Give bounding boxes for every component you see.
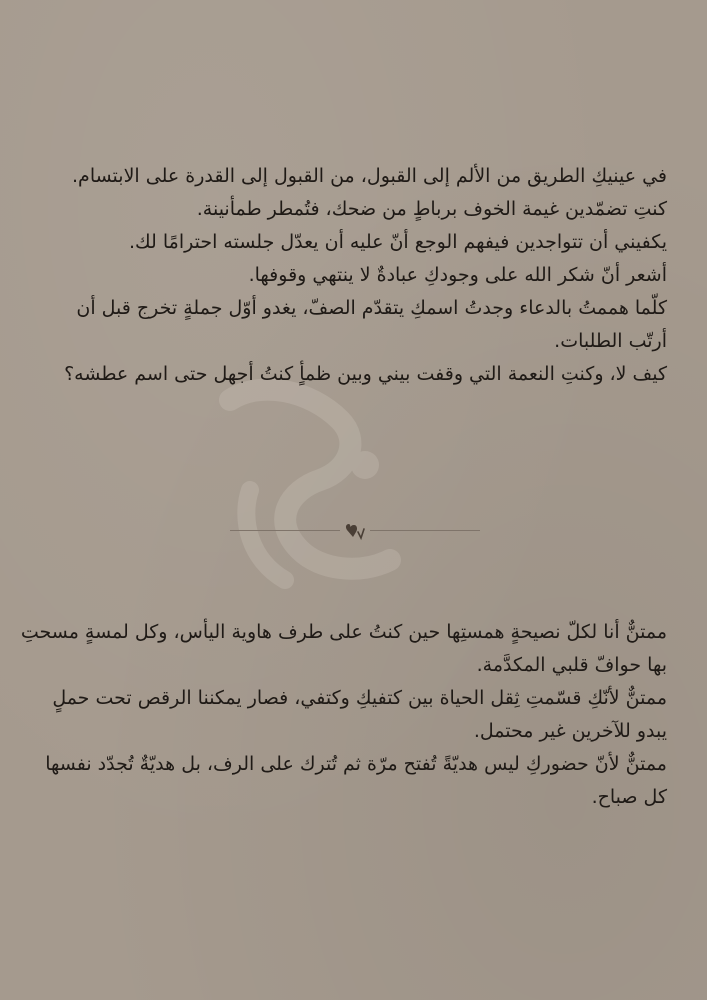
- calligraphy-watermark-icon: [190, 370, 420, 610]
- divider-rule-left: [230, 530, 340, 531]
- text-line: أشعر أنّ شكر الله على وجودكِ عبادةٌ لا ينتهي وقوفها.: [248, 264, 667, 286]
- heart-icon: [343, 520, 367, 542]
- text-line: في عينيكِ الطريق من الألم إلى القبول، من القبول إلى القدرة على الابتسام.: [72, 165, 667, 187]
- section-divider: [230, 520, 480, 542]
- text-line: كيف لا، وكنتِ النعمة التي وقفت بيني وبين ظمأٍ كنتُ أجهل حتى اسم عطشه؟: [64, 363, 667, 385]
- text-line: كل صباح.: [591, 786, 667, 808]
- text-line: يبدو للآخرين غير محتمل.: [473, 720, 667, 742]
- text-line: ممتنٌّ لأنّ حضوركِ ليس هديّةً تُفتح مرّة ثم تُترك على الرف، بل هديّةٌ تُجدّد نفسها: [45, 753, 667, 775]
- gratitude-paragraph-1: [27, 160, 667, 391]
- text-line: يكفيني أن تتواجدين فيفهم الوجع أنّ عليه أن يعدّل جلسته احترامًا لك.: [129, 231, 667, 253]
- text-line: أرتّب الطلبات.: [554, 330, 667, 352]
- text-line: كلّما هممتُ بالدعاء وجدتُ اسمكِ يتقدّم الصفّ، يغدو أوّل جملةٍ تخرج قبل أن: [76, 297, 667, 319]
- gratitude-paragraph-2: [20, 616, 667, 814]
- text-line: ممتنٌّ لأنّكِ قسّمتِ ثِقل الحياة بين كتفيكِ وكتفي، فصار يمكننا الرقص تحت حملٍ: [52, 687, 667, 709]
- divider-rule-right: [370, 530, 480, 531]
- text-line: بها حوافّ قلبي المكدَّمة.: [476, 654, 667, 676]
- text-line: ممتنٌّ أنا لكلّ نصيحةٍ همستِها حين كنتُ على طرف هاوية اليأس، وكل لمسةٍ مسحتِ: [20, 621, 667, 643]
- text-line: كنتِ تضمّدين غيمة الخوف برباطٍ من ضحك، فتُمطر طمأنينة.: [196, 198, 667, 220]
